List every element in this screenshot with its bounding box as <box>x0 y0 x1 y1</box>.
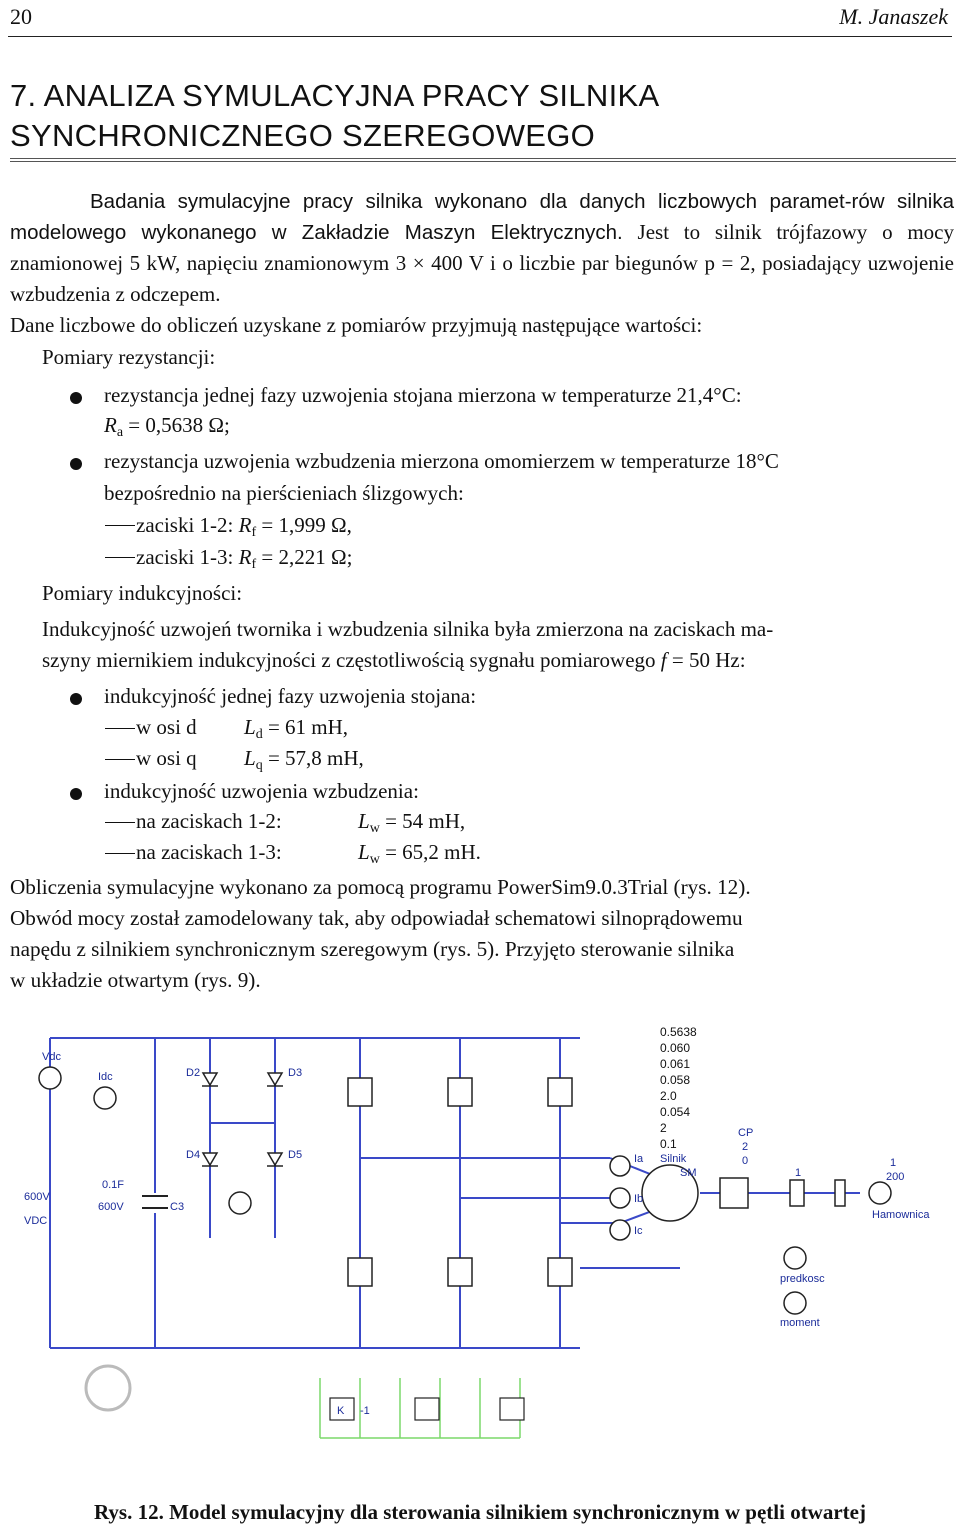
dash-icon <box>105 728 135 729</box>
title-divider <box>10 158 956 162</box>
figure-caption-label: Rys. 12. <box>94 1500 164 1524</box>
resistance-heading: Pomiary rezystancji: <box>42 345 216 369</box>
dash-icon <box>105 525 135 526</box>
svg-text:VDC: VDC <box>24 1215 48 1227</box>
intro-sentence-2: Jest to silnik trójfazowy o mocy znamionowej 5 kW, napięciu znamionowym 3 × 400 V i o liczbie par biegunów p = 2, posiadający uzwojenie wzbudzenia z odczepem. <box>10 220 955 306</box>
bullet-icon <box>70 693 82 705</box>
svg-text:2: 2 <box>742 1141 749 1153</box>
svg-text:2: 2 <box>660 1121 667 1135</box>
parameter-list <box>660 1025 697 1151</box>
svg-text:1: 1 <box>795 1167 802 1179</box>
svg-text:0.060: 0.060 <box>660 1041 691 1055</box>
resistance-stator-value: $R_a = 0,5638$ Ω; <box>104 413 230 440</box>
svg-text:moment: moment <box>780 1317 820 1329</box>
inductance-item-stator: indukcyjność jednej fazy uzwojenia stojana: <box>104 684 477 708</box>
intro-sentence-1: Badania symulacyjne pracy silnika wykonano dla danych liczbowych paramet-rów silnika modelowego wykonanego w Zakładzie Maszyn Elektrycznych. <box>10 190 954 244</box>
figure-caption-text: Model symulacyjny dla sterowania silnikiem synchronicznym w pętli otwartej <box>169 1500 866 1524</box>
inductance-q-axis-label: w osi q <box>136 746 197 770</box>
dash-icon <box>105 853 135 854</box>
inductance-d-axis-label: w osi d <box>136 715 197 739</box>
running-header <box>8 0 952 37</box>
resistance-terminals-1-2: zaciski 1-2: $R_f = 1,999$ Ω, <box>136 513 352 540</box>
simulation-schematic <box>20 1018 950 1480</box>
svg-text:SM: SM <box>680 1167 697 1179</box>
svg-text:predkosc: predkosc <box>780 1273 825 1285</box>
svg-text:Ia: Ia <box>634 1153 644 1165</box>
inductance-d-axis-value: $L_d = 61$ mH, <box>244 715 349 742</box>
svg-text:0: 0 <box>742 1155 749 1167</box>
svg-text:0.061: 0.061 <box>660 1057 691 1071</box>
inductance-terminals-1-2-label: na zaciskach 1-2: <box>136 809 282 833</box>
inductance-paragraph-line1: Indukcyjność uzwojeń twornika i wzbudzenia silnika była zmierzona na zaciskach ma- <box>42 617 774 641</box>
intro-paragraph <box>10 186 954 310</box>
svg-text:2.0: 2.0 <box>660 1089 677 1103</box>
dash-icon <box>105 759 135 760</box>
page-number: 20 <box>10 4 32 29</box>
section-title-line1: ANALIZA SYMULACYJNA PRACY SILNIKA <box>43 78 660 113</box>
closing-line-3: napędu z silnikiem synchronicznym szeregowym (rys. 5). Przyjęto sterowanie silnika <box>10 937 735 961</box>
bullet-icon <box>70 788 82 800</box>
bullet-icon <box>70 458 82 470</box>
svg-text:Vdc: Vdc <box>42 1051 61 1063</box>
resistance-item-field-line1: rezystancja uzwojenia wzbudzenia mierzona omomierzem w temperaturze 18°C <box>104 449 779 473</box>
svg-text:200: 200 <box>886 1171 905 1183</box>
inductance-paragraph-line2: szyny miernikiem indukcyjności z częstotliwością sygnału pomiarowego f = 50 Hz: <box>42 648 746 672</box>
svg-text:CP: CP <box>738 1127 754 1139</box>
svg-text:0.058: 0.058 <box>660 1073 691 1087</box>
figure-caption <box>0 1500 960 1525</box>
svg-text:0.054: 0.054 <box>660 1105 691 1119</box>
running-author: M. Janaszek <box>839 4 948 29</box>
svg-text:Hamownica: Hamownica <box>872 1209 930 1221</box>
svg-text:600V: 600V <box>98 1201 124 1213</box>
svg-text:0.1: 0.1 <box>660 1137 677 1151</box>
inductance-heading: Pomiary indukcyjności: <box>42 581 243 605</box>
resistance-item-field-line2: bezpośrednio na pierścieniach ślizgowych: <box>104 481 464 505</box>
dash-icon <box>105 822 135 823</box>
inductance-terminals-1-2-value: $L_w = 54$ mH, <box>358 809 466 836</box>
svg-text:Idc: Idc <box>98 1071 113 1083</box>
inductance-q-axis-value: $L_q = 57,8$ mH, <box>244 746 364 773</box>
svg-text:Ib: Ib <box>634 1193 644 1205</box>
svg-text:0.1F: 0.1F <box>102 1179 125 1191</box>
bullet-icon <box>70 392 82 404</box>
inductance-item-field: indukcyjność uzwojenia wzbudzenia: <box>104 779 419 803</box>
svg-text:K: K <box>337 1405 345 1417</box>
intro-data-sentence: Dane liczbowe do obliczeń uzyskane z pomiarów przyjmują następujące wartości: <box>10 313 703 337</box>
resistance-terminals-1-3: zaciski 1-3: $R_f = 2,221$ Ω; <box>136 545 353 572</box>
closing-line-4: w układzie otwartym (rys. 9). <box>10 968 261 992</box>
svg-text:1: 1 <box>890 1157 897 1169</box>
svg-text:Ic: Ic <box>634 1225 643 1237</box>
section-number: 7. <box>10 78 37 113</box>
clock-icon <box>86 1366 130 1410</box>
closing-line-1: Obliczenia symulacyjne wykonano za pomocą programu PowerSim9.0.3Trial (rys. 12). <box>10 875 751 899</box>
svg-text:C3: C3 <box>170 1201 185 1213</box>
inductance-terminals-1-3-label: na zaciskach 1-3: <box>136 840 282 864</box>
svg-text:600V: 600V <box>24 1191 50 1203</box>
svg-text:D2: D2 <box>186 1067 201 1079</box>
section-title-line2: SYNCHRONICZNEGO SZEREGOWEGO <box>10 118 596 153</box>
svg-text:D5: D5 <box>288 1149 303 1161</box>
svg-text:0.5638: 0.5638 <box>660 1025 697 1039</box>
dash-icon <box>105 557 135 558</box>
diode-symbols <box>202 1073 283 1166</box>
section-title <box>10 76 950 156</box>
svg-text:-1: -1 <box>360 1405 370 1417</box>
svg-text:D3: D3 <box>288 1067 303 1079</box>
schematic-labels <box>24 1051 930 1417</box>
capacitor-symbol <box>142 1196 168 1208</box>
resistance-item-stator: rezystancja jednej fazy uzwojenia stojana mierzona w temperaturze 21,4°C: <box>104 383 742 407</box>
inductance-terminals-1-3-value: $L_w = 65,2$ mH. <box>358 840 481 867</box>
closing-line-2: Obwód mocy został zamodelowany tak, aby odpowiadał schematowi silnoprądowemu <box>10 906 743 930</box>
svg-text:D4: D4 <box>186 1149 201 1161</box>
svg-text:Silnik: Silnik <box>660 1153 687 1165</box>
